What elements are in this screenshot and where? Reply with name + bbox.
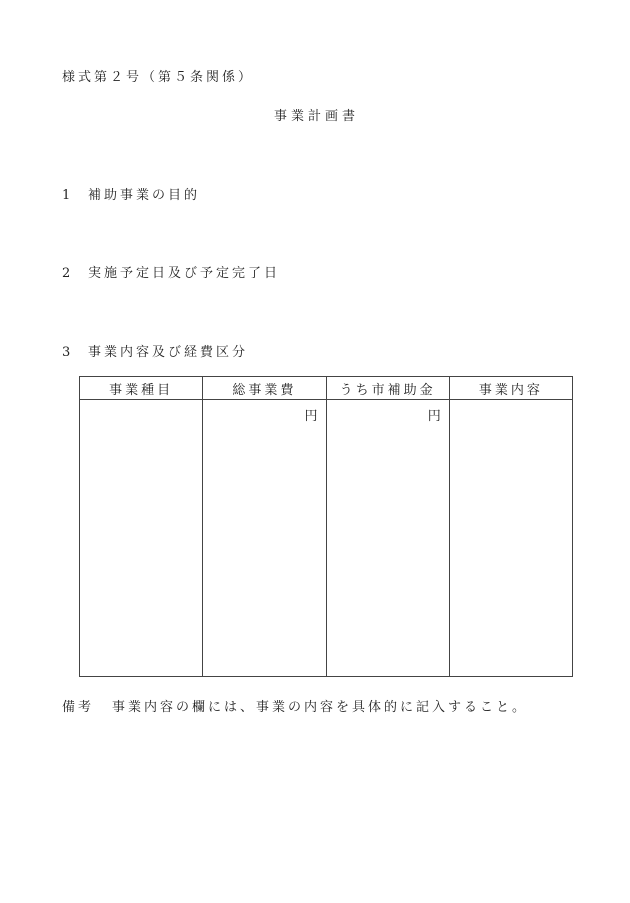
yen-unit: 円 bbox=[427, 409, 441, 424]
cell-total-cost[interactable] bbox=[203, 400, 326, 677]
page-title: 事業計画書 bbox=[274, 109, 360, 124]
section-schedule bbox=[62, 262, 280, 281]
section-label: 実施予定日及び予定完了日 bbox=[88, 266, 281, 281]
column-header-content: 事業内容 bbox=[449, 377, 572, 400]
section-number: 1 bbox=[62, 188, 71, 203]
column-header-item: 事業種目 bbox=[80, 377, 203, 400]
remarks-label: 備考 bbox=[62, 700, 95, 715]
remarks-text: 事業内容の欄には、事業の内容を具体的に記入すること。 bbox=[112, 700, 529, 715]
table-row bbox=[80, 400, 573, 677]
table-header-row bbox=[80, 377, 573, 400]
section-number: 2 bbox=[62, 266, 71, 281]
section-label: 補助事業の目的 bbox=[88, 188, 201, 203]
form-number: 様式第２号（第５条関係） bbox=[62, 70, 255, 85]
remarks bbox=[62, 696, 528, 715]
section-number: 3 bbox=[62, 345, 71, 360]
yen-unit: 円 bbox=[304, 409, 318, 424]
column-header-total-cost: 総事業費 bbox=[203, 377, 326, 400]
section-content-expenses bbox=[62, 341, 248, 360]
section-label: 事業内容及び経費区分 bbox=[88, 345, 249, 360]
cell-item[interactable] bbox=[80, 400, 203, 677]
section-purpose bbox=[62, 184, 200, 203]
cell-content[interactable] bbox=[449, 400, 572, 677]
column-header-city-subsidy: うち市補助金 bbox=[326, 377, 449, 400]
expense-table bbox=[79, 376, 573, 677]
cell-city-subsidy[interactable] bbox=[326, 400, 449, 677]
